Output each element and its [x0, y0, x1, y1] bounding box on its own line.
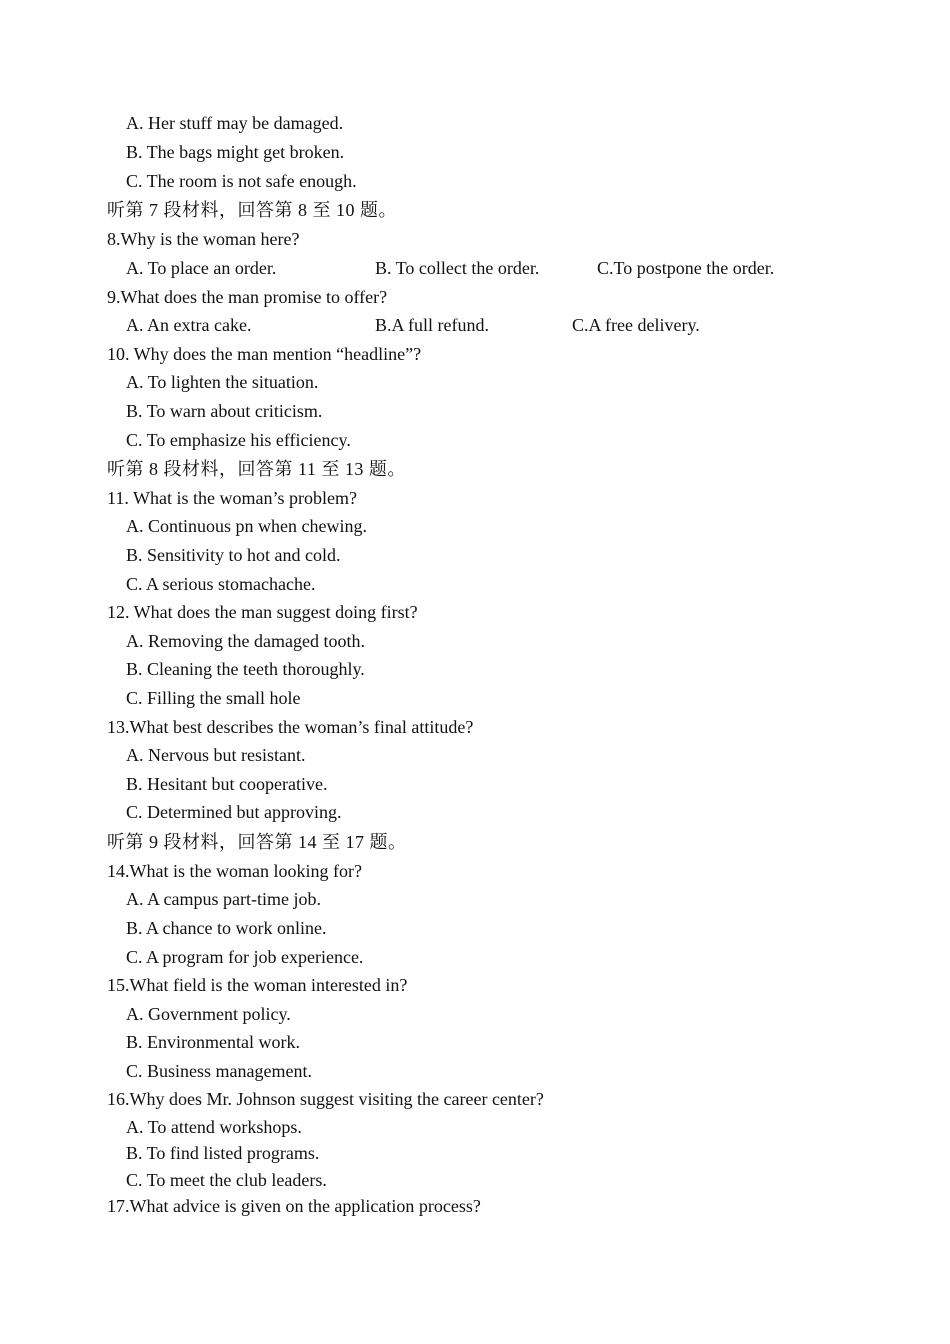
q7-option-c: C. The room is not safe enough. [126, 171, 357, 191]
q8-option-a: A. To place an order. [126, 258, 277, 278]
question-10: 10. Why does the man mention “headline”? [107, 344, 422, 364]
q16-option-c: C. To meet the club leaders. [126, 1170, 327, 1190]
question-17: 17.What advice is given on the application process? [107, 1196, 481, 1216]
q15-option-b: B. Environmental work. [126, 1032, 300, 1052]
question-9: 9.What does the man promise to offer? [107, 287, 388, 307]
question-16: 16.Why does Mr. Johnson suggest visiting the career center? [107, 1089, 544, 1109]
q15-option-a: A. Government policy. [126, 1004, 291, 1024]
q8-option-c: C.To postpone the order. [597, 258, 775, 278]
q11-option-a: A. Continuous pn when chewing. [126, 516, 367, 536]
q16-option-b: B. To find listed programs. [126, 1143, 320, 1163]
q13-option-b: B. Hesitant but cooperative. [126, 774, 328, 794]
q10-option-c: C. To emphasize his efficiency. [126, 430, 351, 450]
q14-option-c: C. A program for job experience. [126, 947, 364, 967]
q12-option-a: A. Removing the damaged tooth. [126, 631, 365, 651]
q12-option-b: B. Cleaning the teeth thoroughly. [126, 659, 365, 679]
q12-option-c: C. Filling the small hole [126, 688, 301, 708]
q9-option-c: C.A free delivery. [572, 315, 700, 335]
question-13: 13.What best describes the woman’s final attitude? [107, 717, 474, 737]
question-8: 8.Why is the woman here? [107, 229, 300, 249]
q13-option-a: A. Nervous but resistant. [126, 745, 306, 765]
q10-option-b: B. To warn about criticism. [126, 401, 323, 421]
question-12: 12. What does the man suggest doing first? [107, 602, 418, 622]
q14-option-b: B. A chance to work online. [126, 918, 327, 938]
question-14: 14.What is the woman looking for? [107, 861, 362, 881]
q15-option-c: C. Business management. [126, 1061, 312, 1081]
question-15: 15.What field is the woman interested in? [107, 975, 408, 995]
q7-option-b: B. The bags might get broken. [126, 142, 345, 162]
question-11: 11. What is the woman’s problem? [107, 488, 357, 508]
section-9-heading: 听第 9 段材料，回答第 14 至 17 题。 [107, 832, 407, 852]
section-7-heading: 听第 7 段材料，回答第 8 至 10 题。 [107, 200, 397, 220]
q14-option-a: A. A campus part-time job. [126, 889, 321, 909]
q8-option-b: B. To collect the order. [375, 258, 540, 278]
q13-option-c: C. Determined but approving. [126, 802, 342, 822]
q11-option-c: C. A serious stomachache. [126, 574, 316, 594]
q9-option-b: B.A full refund. [375, 315, 489, 335]
section-8-heading: 听第 8 段材料，回答第 11 至 13 题。 [107, 459, 406, 479]
q7-option-a: A. Her stuff may be damaged. [126, 113, 344, 133]
q9-option-a: A. An extra cake. [126, 315, 252, 335]
q10-option-a: A. To lighten the situation. [126, 372, 319, 392]
q16-option-a: A. To attend workshops. [126, 1117, 302, 1137]
q11-option-b: B. Sensitivity to hot and cold. [126, 545, 341, 565]
